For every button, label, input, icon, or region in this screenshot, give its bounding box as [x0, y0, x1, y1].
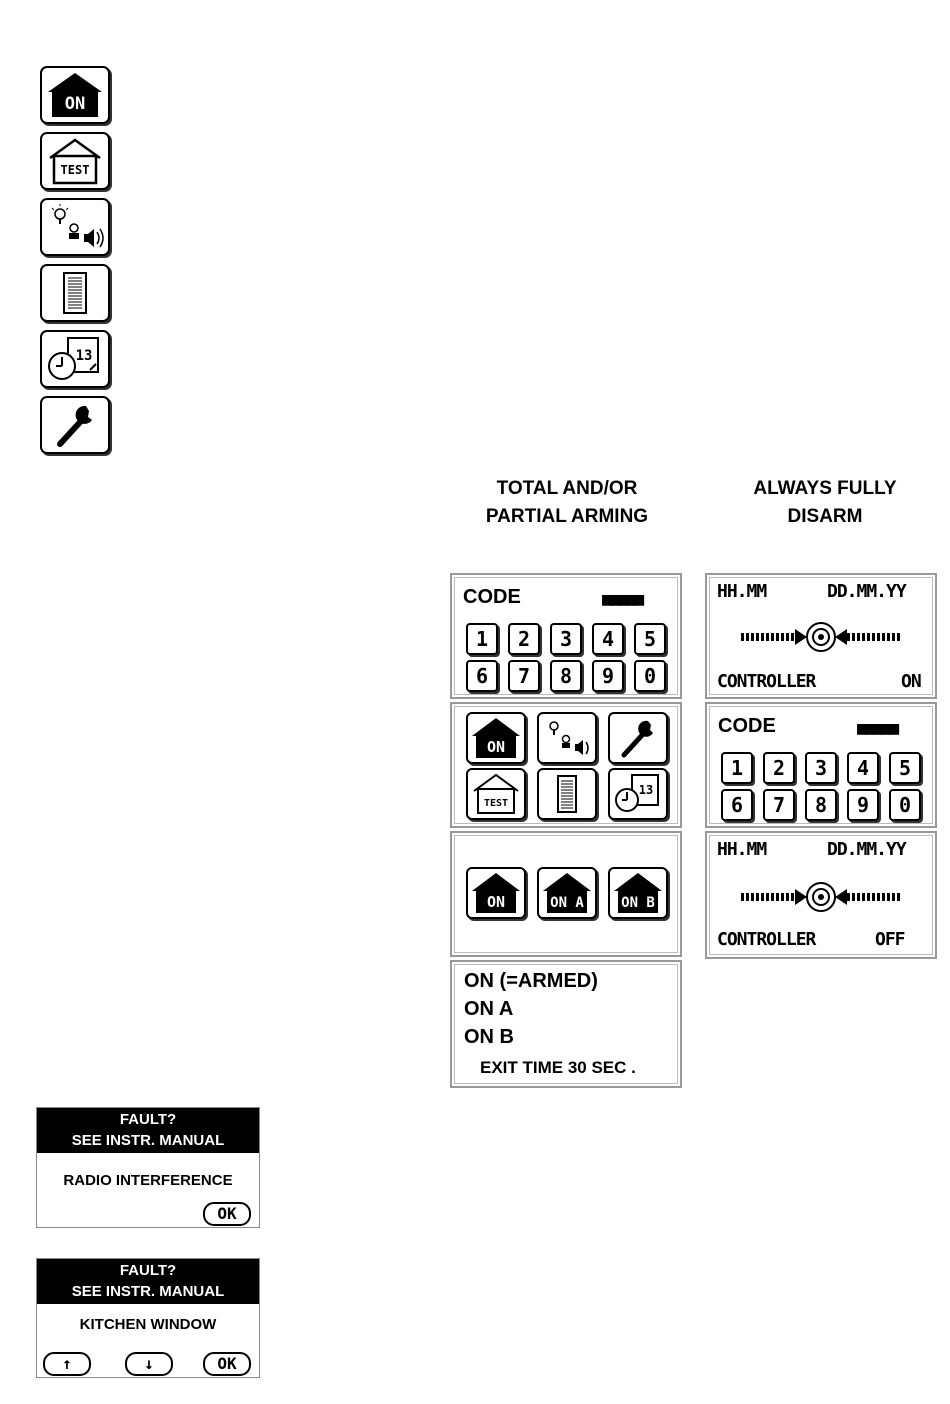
keypad-key[interactable]: 8: [805, 789, 837, 821]
fault-subtitle: SEE INSTR. MANUAL: [71, 1132, 225, 1149]
ok-button[interactable]: OK: [203, 1202, 251, 1226]
clock-calendar-button-number: 13: [638, 783, 654, 797]
light-siren-button[interactable]: [537, 712, 597, 764]
scroll-up-button[interactable]: ↑: [43, 1352, 91, 1376]
keypad-key[interactable]: 4: [592, 623, 624, 655]
controller-label: CONTROLLER: [717, 929, 816, 950]
fault-title: FAULT?: [119, 1111, 177, 1128]
legend-line-on-a: ON A: [464, 998, 514, 1020]
time-display: HH.MM: [717, 839, 767, 860]
controller-link-icon: [735, 619, 907, 655]
keypad-key[interactable]: 5: [889, 752, 921, 784]
event-log-symbol-icon: [40, 264, 110, 322]
keypad-key[interactable]: 0: [889, 789, 921, 821]
code-label: CODE: [463, 586, 521, 608]
arming-mode-panel: [450, 831, 682, 957]
arm-on-a-button[interactable]: [537, 867, 597, 919]
test-button-label: TEST: [483, 798, 509, 809]
keypad-key[interactable]: 6: [466, 660, 498, 692]
test-symbol-label: TEST: [60, 163, 90, 177]
disarm-header: [710, 475, 940, 531]
controller-state: OFF: [875, 929, 905, 950]
keypad-key[interactable]: 2: [763, 752, 795, 784]
arming-menu-panel: [450, 702, 682, 828]
fault-title: FAULT?: [119, 1262, 177, 1279]
time-display: HH.MM: [717, 581, 767, 602]
fault-radio-screen: [36, 1107, 260, 1228]
test-button[interactable]: [466, 768, 526, 820]
clock-calendar-symbol-icon: [40, 330, 110, 388]
disarm-header-line2: DISARM: [787, 506, 863, 527]
fault-window-screen: [36, 1258, 260, 1378]
arming-header: [452, 475, 682, 531]
arming-header-line1: TOTAL AND/OR: [496, 478, 638, 499]
controller-state: ON: [901, 671, 921, 692]
arm-on-symbol-icon: [40, 66, 110, 124]
keypad-key[interactable]: 2: [508, 623, 540, 655]
clock-calendar-symbol-number: 13: [75, 348, 93, 364]
disarm-code-panel: [705, 702, 937, 828]
keypad-key[interactable]: 9: [847, 789, 879, 821]
fault-message: KITCHEN WINDOW: [79, 1316, 217, 1333]
scroll-down-button[interactable]: ↓: [125, 1352, 173, 1376]
keypad-key[interactable]: 3: [805, 752, 837, 784]
arming-header-line2: PARTIAL ARMING: [485, 506, 649, 527]
code-label: CODE: [718, 715, 776, 737]
controller-link-icon: [735, 879, 907, 915]
code-mask: ■■■■■: [602, 589, 642, 610]
keypad-key[interactable]: 1: [721, 752, 753, 784]
fault-subtitle: SEE INSTR. MANUAL: [71, 1283, 225, 1300]
light-siren-symbol-icon: [40, 198, 110, 256]
arm-on-mode-button[interactable]: [466, 867, 526, 919]
keypad-key[interactable]: 1: [466, 623, 498, 655]
keypad-key[interactable]: 4: [847, 752, 879, 784]
keypad-key[interactable]: 3: [550, 623, 582, 655]
arm-on-button-label: ON: [486, 738, 506, 756]
fault-message: RADIO INTERFERENCE: [63, 1172, 233, 1189]
event-log-button[interactable]: [537, 768, 597, 820]
date-display: DD.MM.YY: [827, 581, 906, 602]
fault-header: [37, 1259, 259, 1304]
code-mask: ■■■■■: [857, 718, 897, 739]
keypad-key[interactable]: 6: [721, 789, 753, 821]
legend-line-on-b: ON B: [464, 1026, 514, 1048]
fault-header: [37, 1108, 259, 1153]
legend-line-armed: ON (=ARMED): [464, 970, 598, 992]
arming-legend-panel: [450, 960, 682, 1088]
disarm-status-off-panel: [705, 831, 937, 959]
arm-on-a-label: ON A: [550, 895, 584, 911]
keypad-key[interactable]: 9: [592, 660, 624, 692]
disarm-status-on-panel: [705, 573, 937, 699]
clock-calendar-button[interactable]: [608, 768, 668, 820]
arm-on-button[interactable]: [466, 712, 526, 764]
keypad-key[interactable]: 8: [550, 660, 582, 692]
arming-code-panel: [450, 573, 682, 699]
ok-button[interactable]: OK: [203, 1352, 251, 1376]
date-display: DD.MM.YY: [827, 839, 906, 860]
service-wrench-button[interactable]: [608, 712, 668, 764]
arm-on-symbol-label: ON: [64, 94, 86, 114]
arm-on-b-button[interactable]: [608, 867, 668, 919]
test-symbol-icon: [40, 132, 110, 190]
exit-time-text: EXIT TIME 30 SEC .: [480, 1058, 636, 1077]
arm-on-mode-label: ON: [486, 893, 506, 911]
disarm-header-line1: ALWAYS FULLY: [753, 478, 897, 499]
controller-label: CONTROLLER: [717, 671, 816, 692]
keypad-key[interactable]: 7: [508, 660, 540, 692]
arm-on-b-label: ON B: [621, 895, 655, 911]
keypad-key[interactable]: 7: [763, 789, 795, 821]
wrench-symbol-icon: [40, 396, 110, 454]
keypad-key[interactable]: 0: [634, 660, 666, 692]
keypad-key[interactable]: 5: [634, 623, 666, 655]
